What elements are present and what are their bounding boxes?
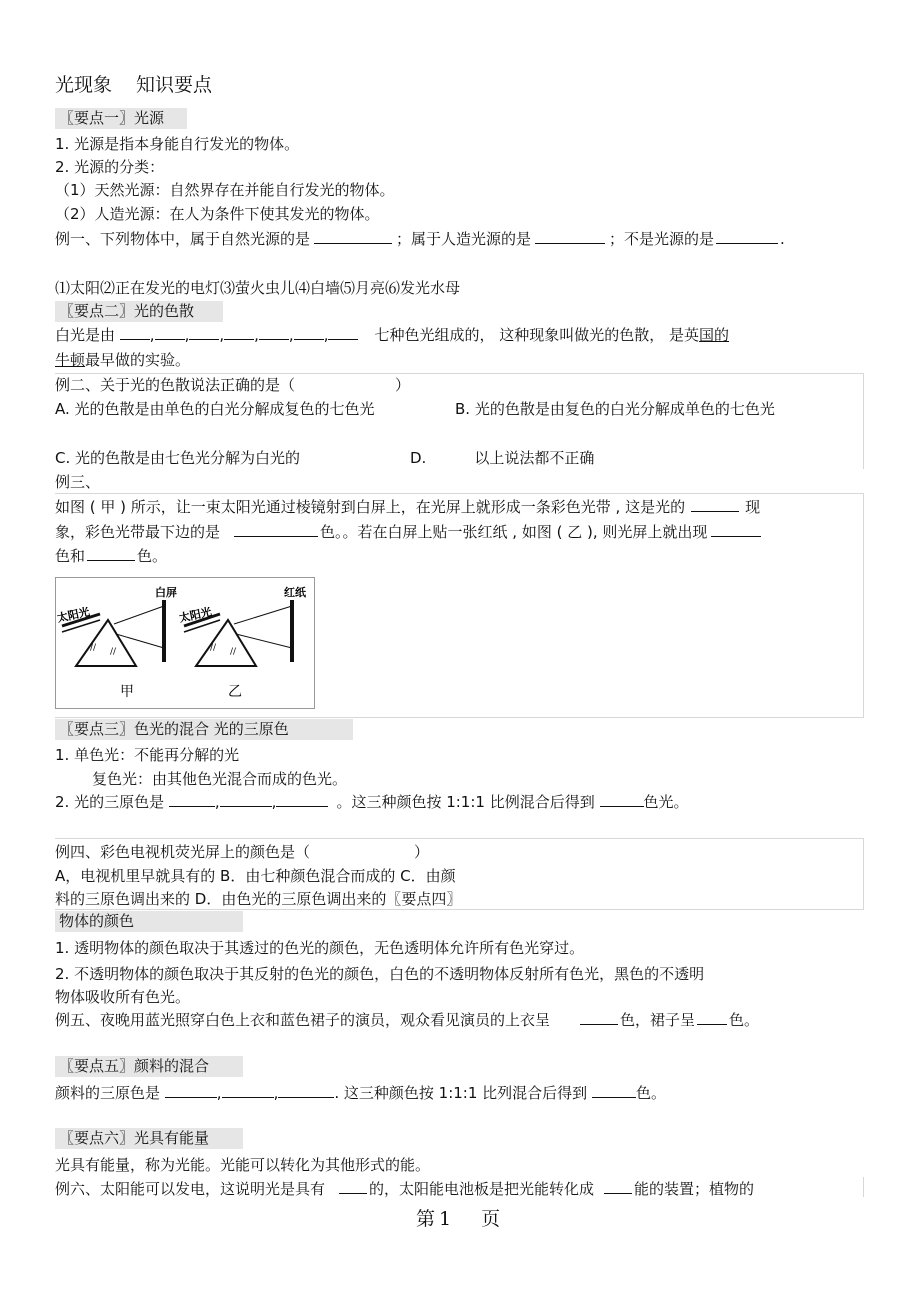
ex3-l1-end: 现 xyxy=(745,498,761,516)
comma: , xyxy=(271,793,277,811)
ex2-option-c[interactable]: C. 光的色散是由七色光分解为白光的 xyxy=(55,449,301,467)
page-number xyxy=(416,1204,500,1231)
ex3-l3-text-b: 色。 xyxy=(137,547,168,565)
pigment-blank-1[interactable] xyxy=(165,1083,217,1098)
ex3-l3-text-a: 色和 xyxy=(55,547,86,565)
s4-line-1: 1. 透明物体的颜色取决于其透过的色光的颜色，无色透明体允许所有色光穿过。 xyxy=(55,939,585,957)
svg-text://: // xyxy=(90,643,97,653)
example-1 xyxy=(55,229,785,249)
ex2-option-d[interactable] xyxy=(410,448,594,468)
ex2-option-d-letter: D. xyxy=(410,449,427,467)
pigment-blank-2[interactable] xyxy=(222,1083,274,1098)
ex1-options: ⑴太阳⑵正在发光的电灯⑶萤火虫儿⑷白墙⑸月亮⑹发光水母 xyxy=(55,279,461,297)
title-main: 光现象 xyxy=(55,74,113,96)
s1-line-1: 1. 光源是指本身能自行发光的物体。 xyxy=(55,135,300,153)
page-title xyxy=(55,70,212,97)
ex4-close-paren: ） xyxy=(414,843,430,861)
ex5-blank-1[interactable] xyxy=(580,1010,618,1025)
section-header-1: 〖要点一〗光源 xyxy=(55,108,187,129)
s3-l3-text-c: 色光。 xyxy=(643,793,689,811)
primary-color-blank-3[interactable] xyxy=(276,792,328,807)
sun-label-right: 太阳光 xyxy=(177,605,213,625)
ex1-text-a: 例一、下列物体中，属于自然光源的是 xyxy=(55,230,311,248)
color-blank-7[interactable] xyxy=(328,325,358,340)
ex3-blank-2[interactable] xyxy=(234,522,318,537)
ex6-text-b: 的，太阳能电池板是把光能转化成 xyxy=(369,1180,595,1198)
ex4-line-1: A，电视机里早就具有的 B．由七种颜色混合而成的 C．由颜 xyxy=(55,867,456,885)
s3-line-3 xyxy=(55,792,689,812)
comma: , xyxy=(214,793,220,811)
s2-line-2 xyxy=(55,350,190,370)
ex3-blank-4[interactable] xyxy=(87,546,135,561)
s2-l1-text-a: 白光是由 xyxy=(55,326,116,344)
example-5 xyxy=(55,1010,759,1030)
white-screen-label: 白屏 xyxy=(155,586,177,599)
color-blank-5[interactable] xyxy=(259,325,289,340)
s5-l1-text-c: 色。 xyxy=(635,1084,666,1102)
ex3-blank-3[interactable] xyxy=(711,522,761,537)
sun-label-left: 太阳光 xyxy=(56,605,91,625)
ex6-blank-2[interactable] xyxy=(604,1179,632,1194)
ex1-text-b: ；属于人造光源的是 xyxy=(396,230,532,248)
primary-color-blank-2[interactable] xyxy=(220,792,272,807)
section-header-2: 〖要点二〗光的色散 xyxy=(55,301,223,322)
example-3-label: 例三、 xyxy=(55,473,101,491)
ex1-blank-3[interactable] xyxy=(716,229,778,244)
s1-line-2: 2. 光源的分类： xyxy=(55,158,165,176)
pigment-blank-3[interactable] xyxy=(278,1083,334,1098)
ex6-text-a: 例六、太阳能可以发电，这说明光是具有 xyxy=(55,1180,326,1198)
comma: , xyxy=(219,326,225,344)
svg-text://: // xyxy=(210,643,217,653)
ex3-line-3 xyxy=(55,546,167,566)
mix-result-blank[interactable] xyxy=(600,792,644,807)
ex3-line-1 xyxy=(55,497,760,517)
section-header-3: 〖要点三〗色光的混合 光的三原色 xyxy=(55,719,353,740)
example-6 xyxy=(55,1179,754,1199)
color-blank-2[interactable] xyxy=(155,325,185,340)
ex1-text-d: . xyxy=(780,230,785,248)
color-blank-4[interactable] xyxy=(224,325,254,340)
s4-line-2: 2. 不透明物体的颜色取决于其反射的色光的颜色，白色的不透明物体反射所有色光，黑色的不透明 xyxy=(55,965,705,983)
ex3-l2-text-a: 象，彩色光带最下边的是 xyxy=(55,523,221,541)
s3-line-2: 复色光：由其他色光混合而成的色光。 xyxy=(92,770,348,788)
prism-diagram xyxy=(56,578,314,708)
s1-line-3: （1）天然光源：自然界存在并能自行发光的物体。 xyxy=(55,181,395,199)
comma: , xyxy=(273,1084,279,1102)
color-blank-6[interactable] xyxy=(294,325,324,340)
primary-color-blank-1[interactable] xyxy=(169,792,215,807)
ex5-text-a: 例五、夜晚用蓝光照穿白色上衣和蓝色裙子的演员，观众看见演员的上衣呈 xyxy=(55,1011,551,1029)
page-number-prefix: 第 xyxy=(416,1208,436,1230)
ex4-question xyxy=(55,842,429,862)
comma: , xyxy=(184,326,190,344)
s4-line-3: 物体吸收所有色光。 xyxy=(55,988,191,1006)
ex5-text-c: 色。 xyxy=(729,1011,760,1029)
ex3-line-2 xyxy=(55,522,761,542)
ex3-l2-text-b: 色。。若在白屏上贴一张红纸 , 如图 ( 乙 ), 则光屏上就出现 xyxy=(320,523,708,541)
s3-line-1: 1. 单色光：不能再分解的光 xyxy=(55,746,240,764)
s3-l3-text-a: 2. 光的三原色是 xyxy=(55,793,165,811)
ex2-option-b[interactable]: B. 光的色散是由复色的白光分解成单色的七色光 xyxy=(455,400,775,418)
title-sub: 知识要点 xyxy=(136,74,213,96)
section-header-4: 物体的颜色 xyxy=(55,911,243,932)
ex2-question-text: 例二、关于光的色散说法正确的是（ xyxy=(55,376,296,394)
figure-label-a: 甲 xyxy=(120,684,134,700)
comma: , xyxy=(323,326,329,344)
ex5-blank-2[interactable] xyxy=(697,1010,727,1025)
s5-l1-text-b: . 这三种颜色按 1:1:1 比列混合后得到 xyxy=(334,1084,588,1102)
s3-l3-text-b: 。这三种颜色按 1:1:1 比例混合后得到 xyxy=(336,793,595,811)
s2-l2-text-b: 最早做的实验。 xyxy=(85,351,191,369)
s5-line-1 xyxy=(55,1083,666,1103)
red-paper-label: 红纸 xyxy=(284,586,306,599)
figure-label-b: 乙 xyxy=(228,684,242,700)
ex4-question-text: 例四、彩色电视机荧光屏上的颜色是（ xyxy=(55,843,311,861)
ex1-text-c: ；不是光源的是 xyxy=(609,230,715,248)
ex2-question xyxy=(55,375,410,395)
s1-line-4: （2）人造光源：在人为条件下使其发光的物体。 xyxy=(55,205,380,223)
page-number-suffix: 页 xyxy=(481,1208,501,1230)
ex3-l1-text: 如图 ( 甲 ) 所示，让一束太阳光通过棱镜射到白屏上，在光屏上就形成一条彩色光带 , 这是光的 xyxy=(55,498,686,516)
prism-figure xyxy=(55,577,315,709)
s6-line-1: 光具有能量，称为光能。光能可以转化为其他形式的能。 xyxy=(55,1156,431,1174)
ex6-blank-1[interactable] xyxy=(339,1179,367,1194)
comma: , xyxy=(254,326,259,344)
ex4-line-2: 料的三原色调出来的 D．由色光的三原色调出来的〖要点四〗 xyxy=(55,890,462,908)
svg-text://: // xyxy=(230,647,237,657)
color-blank-1[interactable] xyxy=(120,325,150,340)
pigment-mix-blank[interactable] xyxy=(592,1083,636,1098)
section-header-5: 〖要点五〗颜料的混合 xyxy=(55,1056,243,1077)
comma: , xyxy=(288,326,294,344)
ex6-text-c: 能的装置；植物的 xyxy=(634,1180,755,1198)
ex2-option-a[interactable]: A. 光的色散是由单色的白光分解成复色的七色光 xyxy=(55,400,375,418)
ex5-text-b: 色，裙子呈 xyxy=(620,1011,696,1029)
svg-text://: // xyxy=(110,647,117,657)
color-blank-3[interactable] xyxy=(189,325,219,340)
s5-l1-text-a: 颜料的三原色是 xyxy=(55,1084,161,1102)
s2-l1-text-c: 国的 xyxy=(699,326,730,344)
s2-line-1 xyxy=(55,325,729,345)
section-header-6: 〖要点六〗光具有能量 xyxy=(55,1128,243,1149)
comma: , xyxy=(149,326,155,344)
ex2-option-d-text: 以上说法都不正确 xyxy=(474,449,595,467)
page-number-value: 1 xyxy=(439,1208,452,1230)
ex3-blank-1[interactable] xyxy=(691,497,739,512)
s2-l1-text-b: 七种色光组成的， 这种现象叫做光的色散， 是英 xyxy=(374,326,700,344)
ex1-blank-2[interactable] xyxy=(535,229,605,244)
ex2-close-paren: ） xyxy=(395,376,411,394)
newton-text: 牛顿 xyxy=(55,351,86,369)
ex1-blank-1[interactable] xyxy=(314,229,392,244)
comma: , xyxy=(216,1084,222,1102)
